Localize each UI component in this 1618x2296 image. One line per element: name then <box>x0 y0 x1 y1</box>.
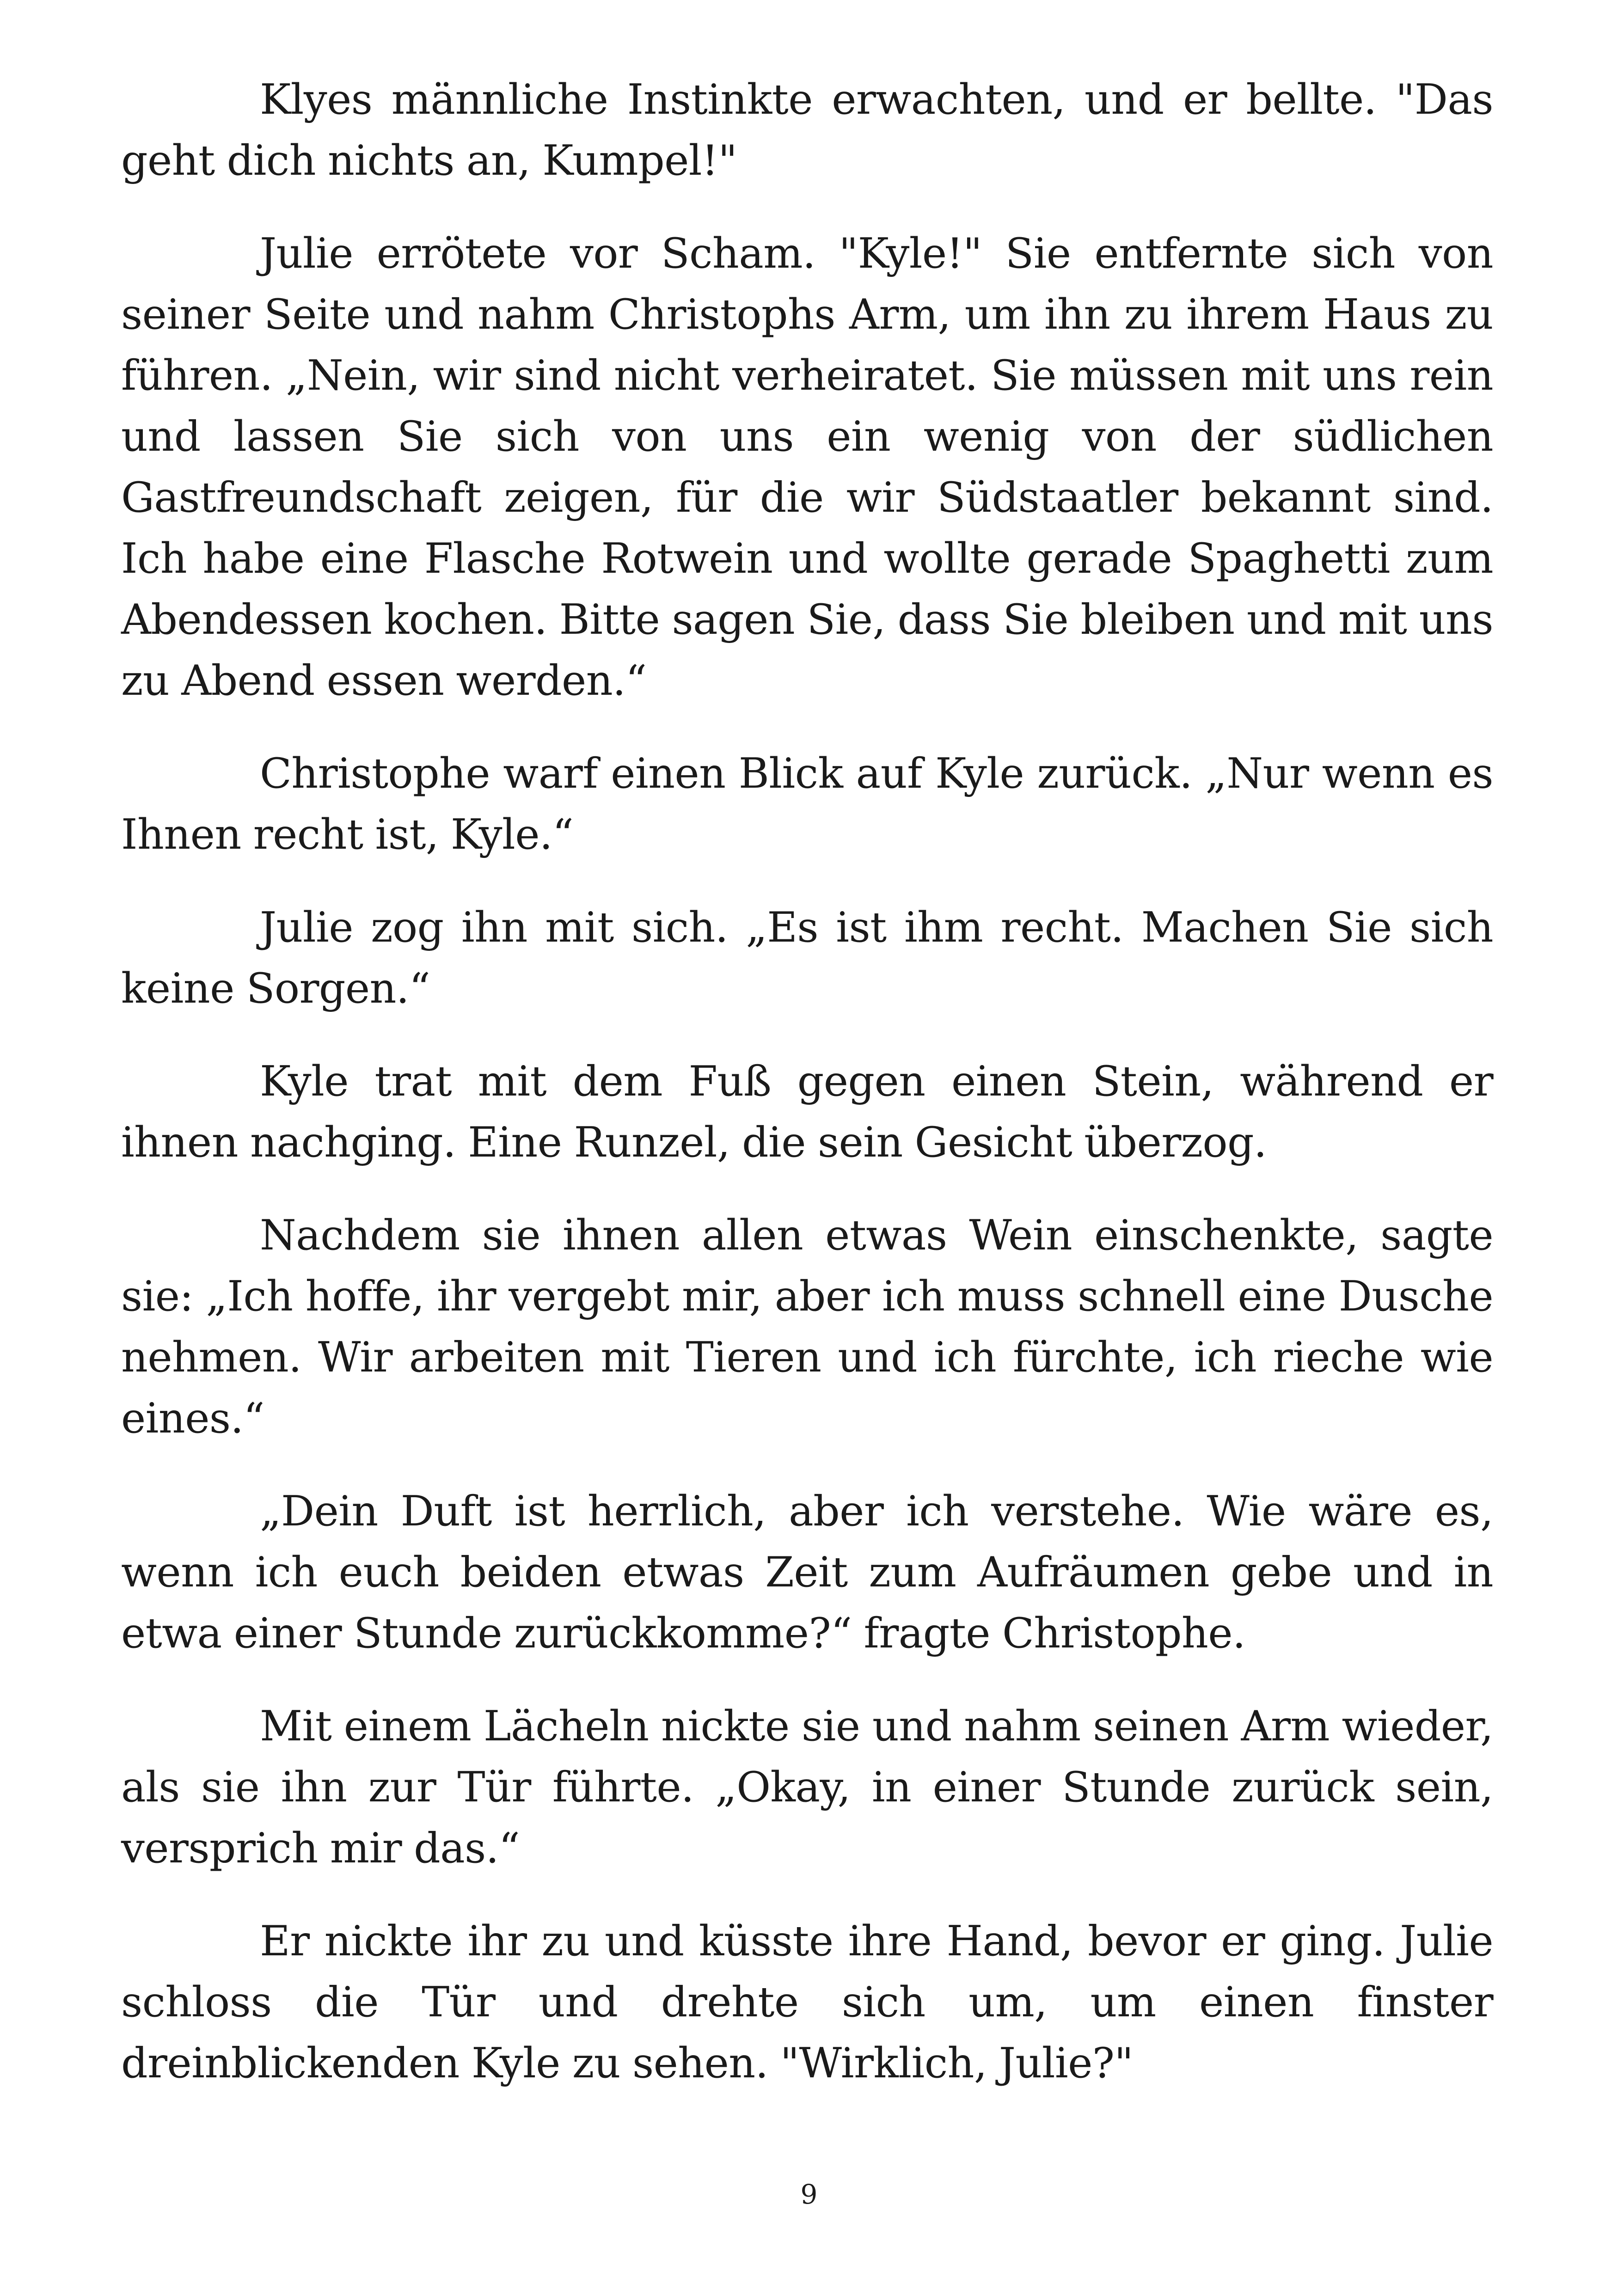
paragraph-6: Nachdem sie ihnen allen etwas Wein einschenkte, sagte sie: „Ich hoffe, ihr vergebt mir, aber ich muss schnell eine Dusche nehmen. Wir arbeiten mit Tieren und ich fürchte, ich rieche wie eines.“ <box>121 1211 1493 1443</box>
paragraph-3: Christophe warf einen Blick auf Kyle zurück. „Nur wenn es Ihnen recht ist, Kyle.“ <box>121 749 1493 859</box>
paragraph-4: Julie zog ihn mit sich. „Es ist ihm recht. Machen Sie sich keine Sorgen.“ <box>121 903 1493 1013</box>
page-number: 9 <box>800 2179 818 2210</box>
body-text <box>121 69 1493 2126</box>
paragraph-1: Klyes männliche Instinkte erwachten, und er bellte. "Das geht dich nichts an, Kumpel!" <box>121 75 1493 185</box>
paragraph-9: Er nickte ihr zu und küsste ihre Hand, bevor er ging. Julie schloss die Tür und drehte sich um, um einen finster dreinblickenden Kyle zu sehen. "Wirklich, Julie?" <box>121 1917 1493 2088</box>
paragraph-2: Julie errötete vor Scham. "Kyle!" Sie entfernte sich von seiner Seite und nahm Christophs Arm, um ihn zu ihrem Haus zu führen. „Nein, wir sind nicht verheiratet. Sie müssen mit uns rein und lassen Sie sich von uns ein wenig von der südlichen Gastfreundschaft zeigen, für die wir Südstaatler bekannt sind. Ich habe eine Flasche Rotwein und wollte gerade Spaghetti zum Abendessen kochen. Bitte sagen Sie, dass Sie bleiben und mit uns zu Abend essen werden.“ <box>121 229 1493 705</box>
paragraph-7: „Dein Duft ist herrlich, aber ich verstehe. Wie wäre es, wenn ich euch beiden etwas Zeit zum Aufräumen gebe und in etwa einer Stunde zurückkomme?“ fragte Christophe. <box>121 1487 1493 1658</box>
paragraph-8: Mit einem Lächeln nickte sie und nahm seinen Arm wieder, als sie ihn zur Tür führte. „Okay, in einer Stunde zurück sein, versprich mir das.“ <box>121 1702 1493 1873</box>
paragraph-5: Kyle trat mit dem Fuß gegen einen Stein, während er ihnen nachging. Eine Runzel, die sein Gesicht überzog. <box>121 1057 1493 1167</box>
